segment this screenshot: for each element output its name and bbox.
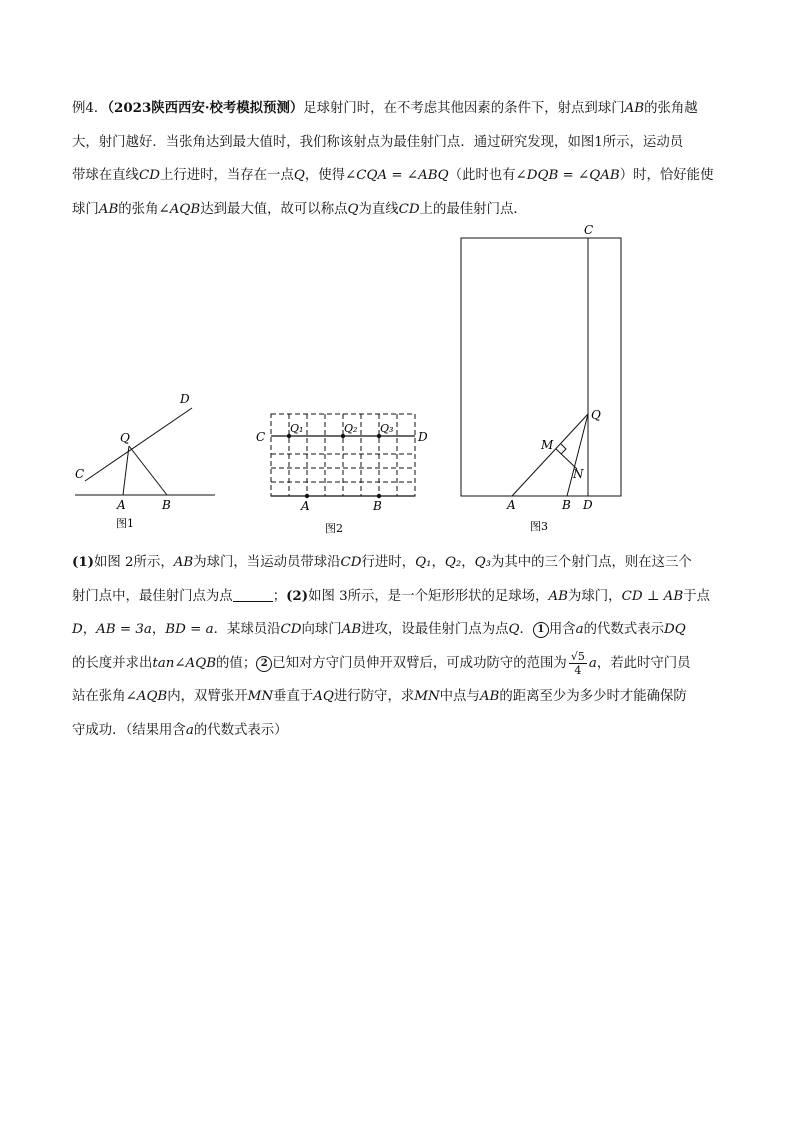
label-B: B <box>373 499 382 513</box>
math-angle-AQB: ∠AQB <box>125 689 168 704</box>
question-line-2 <box>72 580 724 614</box>
math-AB: AB <box>98 201 119 217</box>
segment-MN <box>556 449 577 469</box>
math-a: a <box>575 622 584 637</box>
math-AB: AB <box>341 622 362 637</box>
text: 为球门， <box>568 588 622 604</box>
label-C: C <box>75 467 85 481</box>
label-B: B <box>562 498 571 512</box>
text: 射门点中，最佳射门点为点 <box>72 588 233 604</box>
statement-line-3 <box>72 159 724 193</box>
question-text <box>72 546 724 747</box>
math-CD: CD <box>138 168 160 183</box>
math-Q3: Q₃ <box>474 555 491 570</box>
text: 球门 <box>72 201 99 217</box>
math-angle-AQB: ∠AQB <box>158 201 201 217</box>
math-a: a <box>588 655 597 671</box>
math-Q: Q <box>508 622 520 637</box>
label-D: D <box>418 430 428 444</box>
label-A: A <box>301 499 310 513</box>
math-AQ: AQ <box>313 689 334 704</box>
math-a: a <box>185 722 194 738</box>
text: 上的最佳射门点． <box>419 201 527 217</box>
text: ， <box>82 622 97 637</box>
text: 向球门 <box>301 622 342 637</box>
label-B: B <box>162 498 171 512</box>
math-Q: Q <box>293 168 305 183</box>
math-Q1: Q₁ <box>415 555 432 570</box>
text: 为球门，当运动员带球沿 <box>193 555 341 570</box>
segment-AQ <box>512 414 588 496</box>
text: ）时，恰好能使 <box>619 168 714 183</box>
right-angle-mark <box>561 444 566 454</box>
point-B <box>377 494 381 498</box>
label-C: C <box>256 430 266 444</box>
text: 的张角越 <box>644 101 698 116</box>
question-line-5 <box>72 680 724 714</box>
text: （此时也有 <box>448 168 516 183</box>
text: ， <box>431 555 445 570</box>
segment-QB <box>129 446 167 495</box>
text: 带球在直线 <box>72 168 139 183</box>
math-AB: AB <box>624 101 645 116</box>
label-Q3: Q₃ <box>380 422 394 435</box>
math-Q: Q <box>347 201 359 217</box>
label-C: C <box>584 223 594 237</box>
text: 已知对方守门员伸开双臂后，可成功防守的范围为 <box>272 655 567 671</box>
text: 的距离至少为多少时才能确保防 <box>499 689 687 704</box>
label-A: A <box>117 498 126 512</box>
math-angle-eq-2: ∠DQB = ∠QAB <box>515 168 620 183</box>
text: 中点与 <box>439 689 480 704</box>
figure-1 <box>60 385 230 540</box>
example-statement <box>72 92 724 226</box>
label-M: M <box>541 438 554 452</box>
figure-3-caption: 图3 <box>530 520 548 533</box>
fraction-sqrt5-over-4 <box>569 650 587 677</box>
math-MN: MN <box>414 689 440 704</box>
text: 的值； <box>216 655 257 671</box>
math-DQ: DQ <box>663 622 686 637</box>
math-CD: CD <box>280 622 302 637</box>
example-number: 例4． <box>72 101 108 116</box>
point-A <box>305 494 309 498</box>
field-rectangle <box>461 238 621 496</box>
text: 的代数式表示 <box>583 622 664 637</box>
label-D: D <box>180 392 190 406</box>
answer-blank <box>233 587 273 602</box>
math-AB: AB <box>548 588 569 604</box>
text: 垂直于 <box>273 689 314 704</box>
statement-line-1 <box>72 92 724 126</box>
text: 进行防守，求 <box>333 689 415 704</box>
math-AB: AB <box>479 689 500 704</box>
math-AB-eq: AB = 3a <box>96 622 152 637</box>
text: 的代数式表示） <box>193 722 288 738</box>
math-CD: CD <box>340 555 362 570</box>
math-AB: AB <box>173 555 194 570</box>
math-angle-eq-1: ∠CQA = ∠ABQ <box>345 168 449 183</box>
label-Q2: Q₂ <box>344 422 358 435</box>
text: ，若此时守门员 <box>596 655 691 671</box>
question-line-6 <box>72 714 724 748</box>
part-1-marker: (1) <box>72 554 94 570</box>
math-BD-eq: BD = a <box>165 622 214 637</box>
source-tag: （2023陕西西安·校考模拟预测） <box>107 100 304 116</box>
text: ， <box>461 555 475 570</box>
text: 为其中的三个射门点，则在这三个 <box>490 555 692 570</box>
text: 如图 3所示，是一个矩形形状的足球场， <box>308 588 549 604</box>
text: 站在张角 <box>72 689 126 704</box>
text: 为直线 <box>358 201 399 217</box>
statement-line-2: 大，射门越好．当张角达到最大值时，我们称该射点为最佳射门点．通过研究发现，如图1所示，运动员 <box>72 134 684 150</box>
segment-BQ <box>567 414 588 496</box>
text: 的长度并求出 <box>72 655 153 671</box>
text: 用含 <box>548 622 576 637</box>
question-line-4 <box>72 647 724 681</box>
text: 于点 <box>683 588 710 604</box>
fraction-denominator: 4 <box>574 663 582 677</box>
label-Q1: Q₁ <box>290 422 304 435</box>
fraction-numerator: √5 <box>570 649 585 663</box>
text: 守成功．（结果用含 <box>72 722 186 738</box>
label-A: A <box>507 498 516 512</box>
math-tan-AQB: tan∠AQB <box>152 655 217 671</box>
text: 进攻，设最佳射门点为点 <box>361 622 509 637</box>
label-Q: Q <box>591 408 601 422</box>
text: ． <box>519 622 533 637</box>
text: 足球射门时，在不考虑其他因素的条件下，射点到球门 <box>303 101 625 116</box>
line-CD <box>85 408 192 481</box>
text: 上行进时，当存在一点 <box>159 168 294 183</box>
text: ， <box>151 622 166 637</box>
text: 的张角 <box>118 201 159 217</box>
text: ．某球员沿 <box>213 622 281 637</box>
figure-2 <box>250 405 440 540</box>
question-line-3 <box>72 613 724 647</box>
figure-3 <box>450 220 635 540</box>
text: 行进时， <box>361 555 416 570</box>
math-Q2: Q₂ <box>444 555 462 570</box>
label-N: N <box>573 467 584 481</box>
question-line-1 <box>72 546 724 580</box>
text: ； <box>272 588 287 604</box>
figure-1-caption: 图1 <box>116 517 134 530</box>
math-perpendicular: CD ⊥ AB <box>621 588 684 604</box>
math-MN: MN <box>247 689 274 704</box>
text: 达到最大值，故可以称点 <box>200 201 348 217</box>
text: ，使得 <box>304 168 345 183</box>
text: 如图 2所示， <box>94 555 174 570</box>
figure-2-caption: 图2 <box>325 522 343 535</box>
math-CD: CD <box>398 201 420 217</box>
text: 内，双臂张开 <box>167 689 248 704</box>
math-D: D <box>72 622 83 637</box>
label-D: D <box>583 498 593 512</box>
part-2-marker: (2) <box>286 587 309 604</box>
circled-number-2: 2 <box>256 656 272 672</box>
circled-number-1: 1 <box>533 622 549 638</box>
label-Q: Q <box>120 431 130 445</box>
